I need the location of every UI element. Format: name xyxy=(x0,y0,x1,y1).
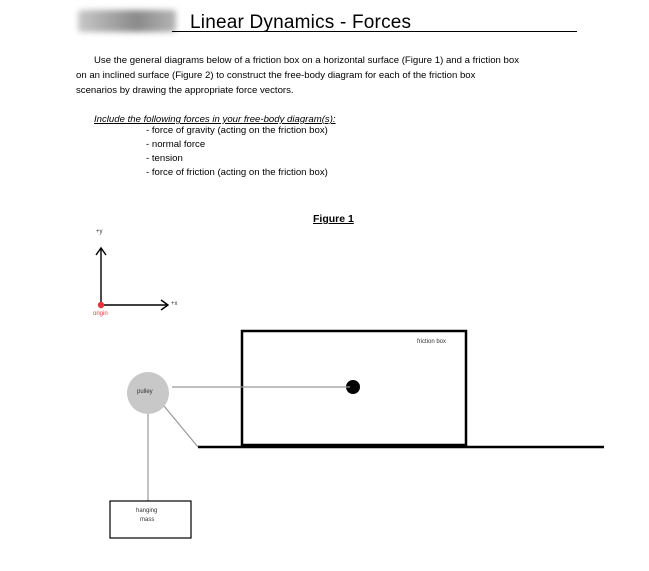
force-item-tension: - tension xyxy=(146,153,183,164)
intro-line-1: Use the general diagrams below of a friction box on a horizontal surface (Figure 1) and a friction box xyxy=(94,55,520,66)
instructions-heading: Include the following forces in your free-body diagram(s): xyxy=(94,114,336,125)
friction-box-label: friction box xyxy=(417,339,447,345)
force-item-gravity: - force of gravity (acting on the friction box) xyxy=(146,125,328,136)
intro-line-2: on an inclined surface (Figure 2) to construct the free-body diagram for each of the friction box xyxy=(76,70,476,81)
origin-dot xyxy=(98,302,104,308)
force-item-friction: - force of friction (acting on the friction box) xyxy=(146,167,328,178)
figure-label: Figure 1 xyxy=(313,213,354,225)
intro-line-3: scenarios by drawing the appropriate force vectors. xyxy=(76,85,294,96)
pulley-mount xyxy=(164,406,198,447)
hanging-mass-label-1: hanging xyxy=(136,508,158,514)
hanging-mass-label-2: mass xyxy=(140,517,155,523)
force-item-normal: - normal force xyxy=(146,139,206,150)
y-axis-label: +y xyxy=(96,229,103,235)
x-axis-label: +x xyxy=(171,301,178,307)
page-title: Linear Dynamics - Forces xyxy=(190,12,412,33)
origin-label: origin xyxy=(93,311,108,317)
pulley-label: pulley xyxy=(137,389,153,395)
